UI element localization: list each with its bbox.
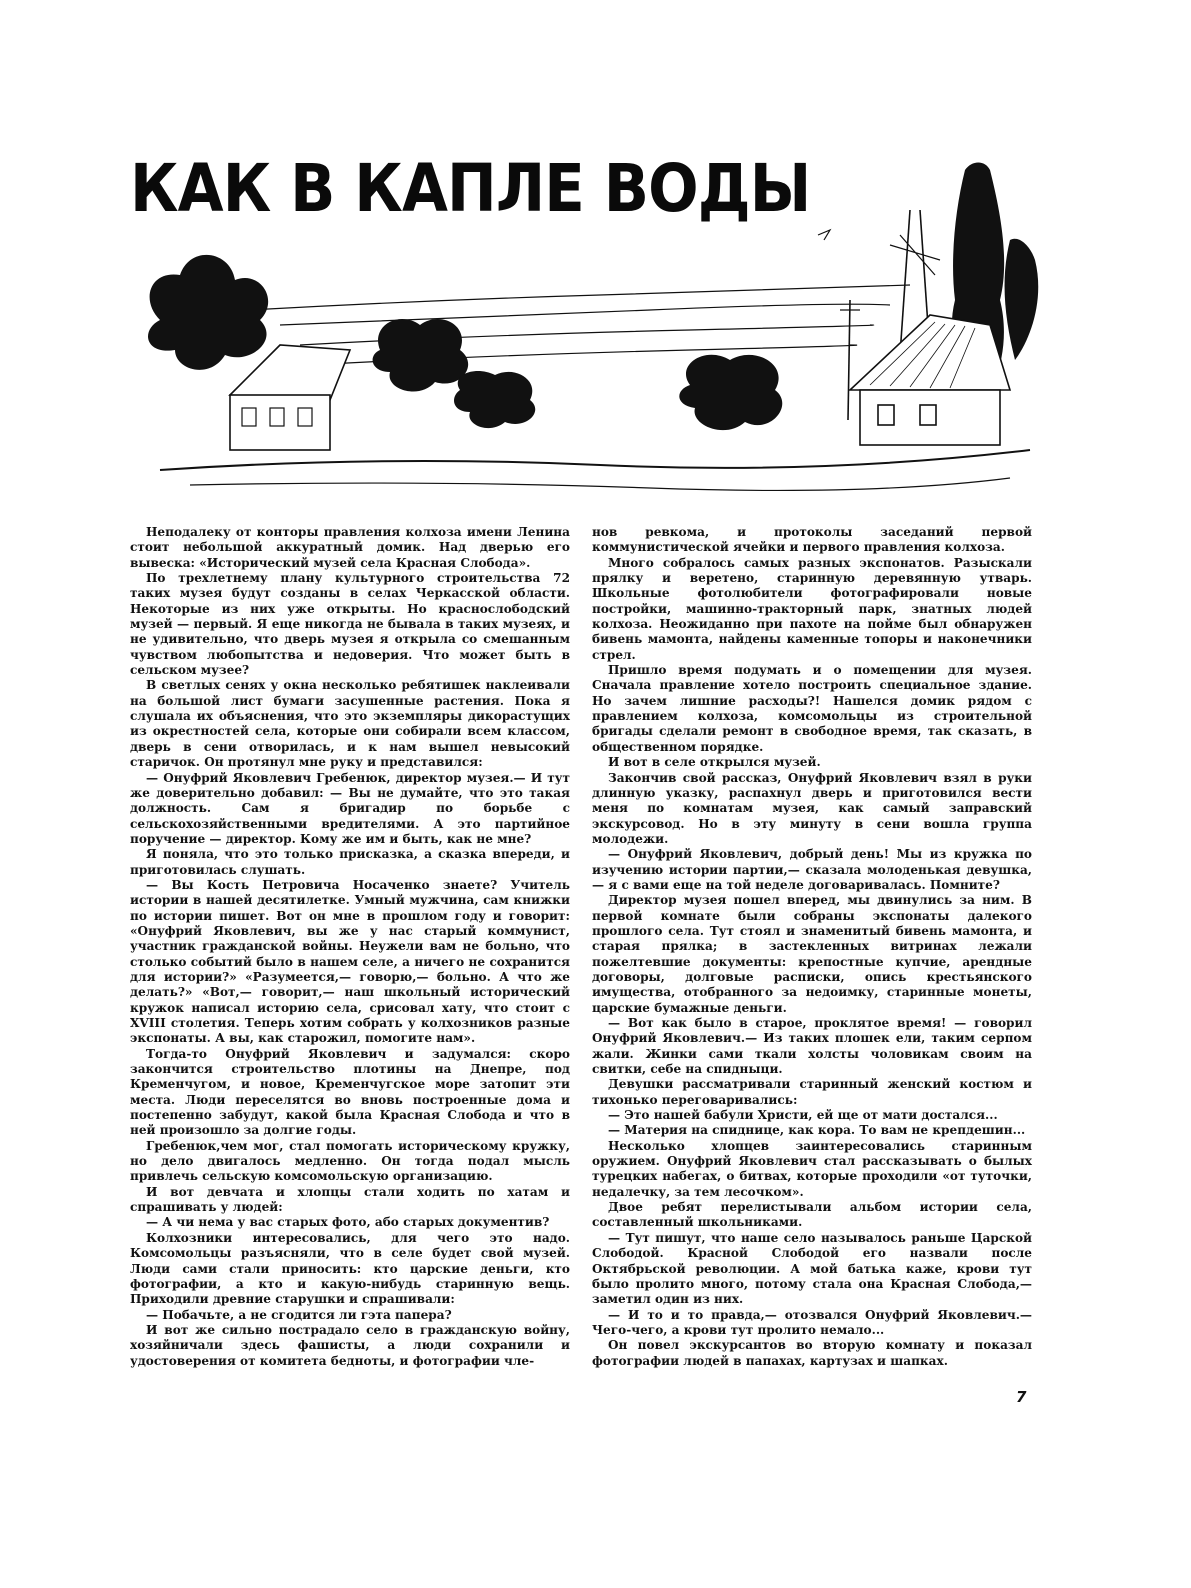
paragraph: — А чи нема у вас старых фото, або старых документив?	[146, 1215, 550, 1230]
paragraph: Колхозники интересовались, для чего это надо. Комсомольцы разъясняли, что в селе будет свой музей. Люди сами стали приносить: кто царские деньги, кто фотографии, а кто и какую-нибудь старинную вещь. Приходили древние старушки и спрашивали:	[130, 1230, 570, 1307]
article-column-right	[592, 525, 1032, 1369]
paragraph: — Онуфрий Яковлевич Гребенюк, директор музея.— И тут же доверительно добавил: — Вы не думайте, что это такая должность. Сам я бригадир по борьбе с сельскохозяйственными вредителями. А это партийное поручение — директор. Кому же им и быть, как не мне?	[130, 770, 570, 846]
paragraph: — Вот как было в старое, проклятое время! — говорил Онуфрий Яковлевич.— Из таких плошек ели, таким серпом жали. Жинки сами ткали холсты чоловикам своим на свитки, себе на спидныци.	[592, 1016, 1032, 1077]
paragraph: — Материя на спиднице, как кора. То вам не крепдешин...	[608, 1123, 1026, 1138]
paragraph: Тогда-то Онуфрий Яковлевич и задумался: скоро закончится строительство плотины на Днепре, под Кременчугом, и новое, Кременчугское море затопит эти места. Люди переселятся во вновь построенные дома и постепенно забудут, какой была Красная Слобода и что в ней произошло за долгие годы.	[130, 1046, 570, 1138]
paragraph: — Это нашей бабули Христи, ей ще от мати достался...	[608, 1108, 998, 1123]
village-landscape-illustration	[130, 150, 1050, 510]
paragraph: — Побачьте, а не сгодится ли гэта папера?	[146, 1307, 452, 1322]
paragraph: Я поняла, что это только присказка, а сказка впереди, и приготовилась слушать.	[130, 847, 570, 877]
paragraph: Гребенюк,чем мог, стал помогать историческому кружку, но дело двигалось медленно. Он тогда подал мысль привлечь сельскую комсомольскую организацию.	[130, 1138, 570, 1184]
paragraph-continued: нов ревкома, и протоколы заседаний первой коммунистической ячейки и первого правления колхоза.	[592, 525, 1032, 555]
article-column-left	[130, 525, 570, 1369]
paragraph: И вот в селе открылся музей.	[608, 755, 821, 770]
paragraph: Двое ребят перелистывали альбом истории села, составленный школьниками.	[592, 1200, 1032, 1230]
paragraph: Девушки рассматривали старинный женский костюм и тихонько переговаривались:	[592, 1077, 1032, 1107]
paragraph: — Вы Кость Петровича Носаченко знаете? Учитель истории в нашей десятилетке. Умный мужчина, сам книжки по истории пишет. Вот он мне в прошлом году и говорит: «Онуфрий Яковлевич, вы же у нас старый коммунист, участник гражданской войны. Неужели вам не больно, что столько событий было в нашем селе, а ничего не сохранится для истории?» «Разумеется,— говорю,— больно. А что же делать?» «Вот,— говорит,— наш школьный исторический кружок написал историю села, срисовал хату, что стоит с XVIII столетия. Теперь хотим собрать у колхозников разные экспонаты. А вы, как старожил, помогите нам».	[130, 877, 570, 1046]
paragraph: И вот девчата и хлопцы стали ходить по хатам и спрашивать у людей:	[130, 1184, 570, 1215]
paragraph: — Онуфрий Яковлевич, добрый день! Мы из кружка по изучению истории партии,— сказала молоденькая девушка,— я с вами еще на той неделе договаривалась. Помните?	[592, 847, 1032, 892]
paragraph: — И то и то правда,— отозвался Онуфрий Яковлевич.— Чего-чего, а крови тут пролито немало...	[592, 1307, 1032, 1337]
paragraph: Пришло время подумать и о помещении для музея. Сначала правление хотело построить специальное здание. Но зачем лишние расходы?! Нашелся домик рядом с правлением колхоза, комсомольцы из строительной бригады сделали ремонт в свободное время, так сказать, в общественном порядке.	[592, 663, 1032, 754]
paragraph: Неподалеку от конторы правления колхоза имени Ленина стоит небольшой аккуратный домик. Над дверью его вывеска: «Исторический музей села Красная Слобода».	[130, 525, 570, 570]
paragraph: Директор музея пошел вперед, мы двинулись за ним. В первой комнате были собраны экспонаты далекого прошлого села. Тут стоял и знаменитый бивень мамонта, и старая прялка; в застекленных витринах лежали пожелтевшие документы: крепостные купчие, арендные договоры, долговые расписки, опись крестьянского имущества, отобранного за недоимку, старинные монеты, царские бумажные деньги.	[592, 893, 1032, 1015]
paragraph: По трехлетнему плану культурного строительства 72 таких музея будут созданы в селах Черкасской области. Некоторые из них уже открыты. Но краснослободский музей — первый. Я еще никогда не бывала в таких музеях, и не удивительно, что дверь музея я открыла со смешанным чувством любопытства и недоверия. Что может быть в сельском музее?	[130, 571, 570, 678]
paragraph: Он повел экскурсантов во вторую комнату и показал фотографии людей в папахах, картузах и шапках.	[592, 1338, 1032, 1368]
paragraph: И вот же сильно пострадало село в гражданскую войну, хозяйничали здесь фашисты, а люди сохранили и удостоверения от комитета бедноты, и фотографии чле-	[130, 1322, 570, 1368]
article-title: КАК В КАПЛЕ ВОДЫ	[130, 150, 811, 227]
page-number: 7	[1016, 1388, 1027, 1406]
paragraph: В светлых сенях у окна несколько ребятишек наклеивали на большой лист бумаги засушенные растения. Пока я слушала их объяснения, что это экземпляры дикорастущих из окрестностей села, которые они собирали всем классом, дверь в сени отворилась, и к нам вышел невысокий старичок. Он протянул мне руку и представился:	[130, 678, 570, 770]
paragraph: Закончив свой рассказ, Онуфрий Яковлевич взял в руки длинную указку, распахнул дверь и приготовился вести меня по комнатам музея, как самый заправский экскурсовод. Но в эту минуту в сени вошла группа молодежи.	[592, 770, 1032, 846]
paragraph: Много собралось самых разных экспонатов. Разыскали прялку и веретено, старинную деревянную утварь. Школьные фотолюбители фотографировали новые постройки, машинно-тракторный парк, знатных людей колхоза. Неожиданно при пахоте на пойме был обнаружен бивень мамонта, найдены каменные топоры и наконечники стрел.	[592, 555, 1032, 662]
paragraph: Несколько хлопцев заинтересовались старинным оружием. Онуфрий Яковлевич стал рассказывать о былых турецких набегах, о битвах, которые проходили «от туточки, недалечку, за тем лесочком».	[592, 1138, 1032, 1199]
paragraph: — Тут пишут, что наше село называлось раньше Царской Слободой. Красной Слободой его назвали после Октябрьской революции. А мой батька каже, крови тут было пролито много, потому стала она Красная Слобода,— заметил один из них.	[592, 1230, 1032, 1307]
